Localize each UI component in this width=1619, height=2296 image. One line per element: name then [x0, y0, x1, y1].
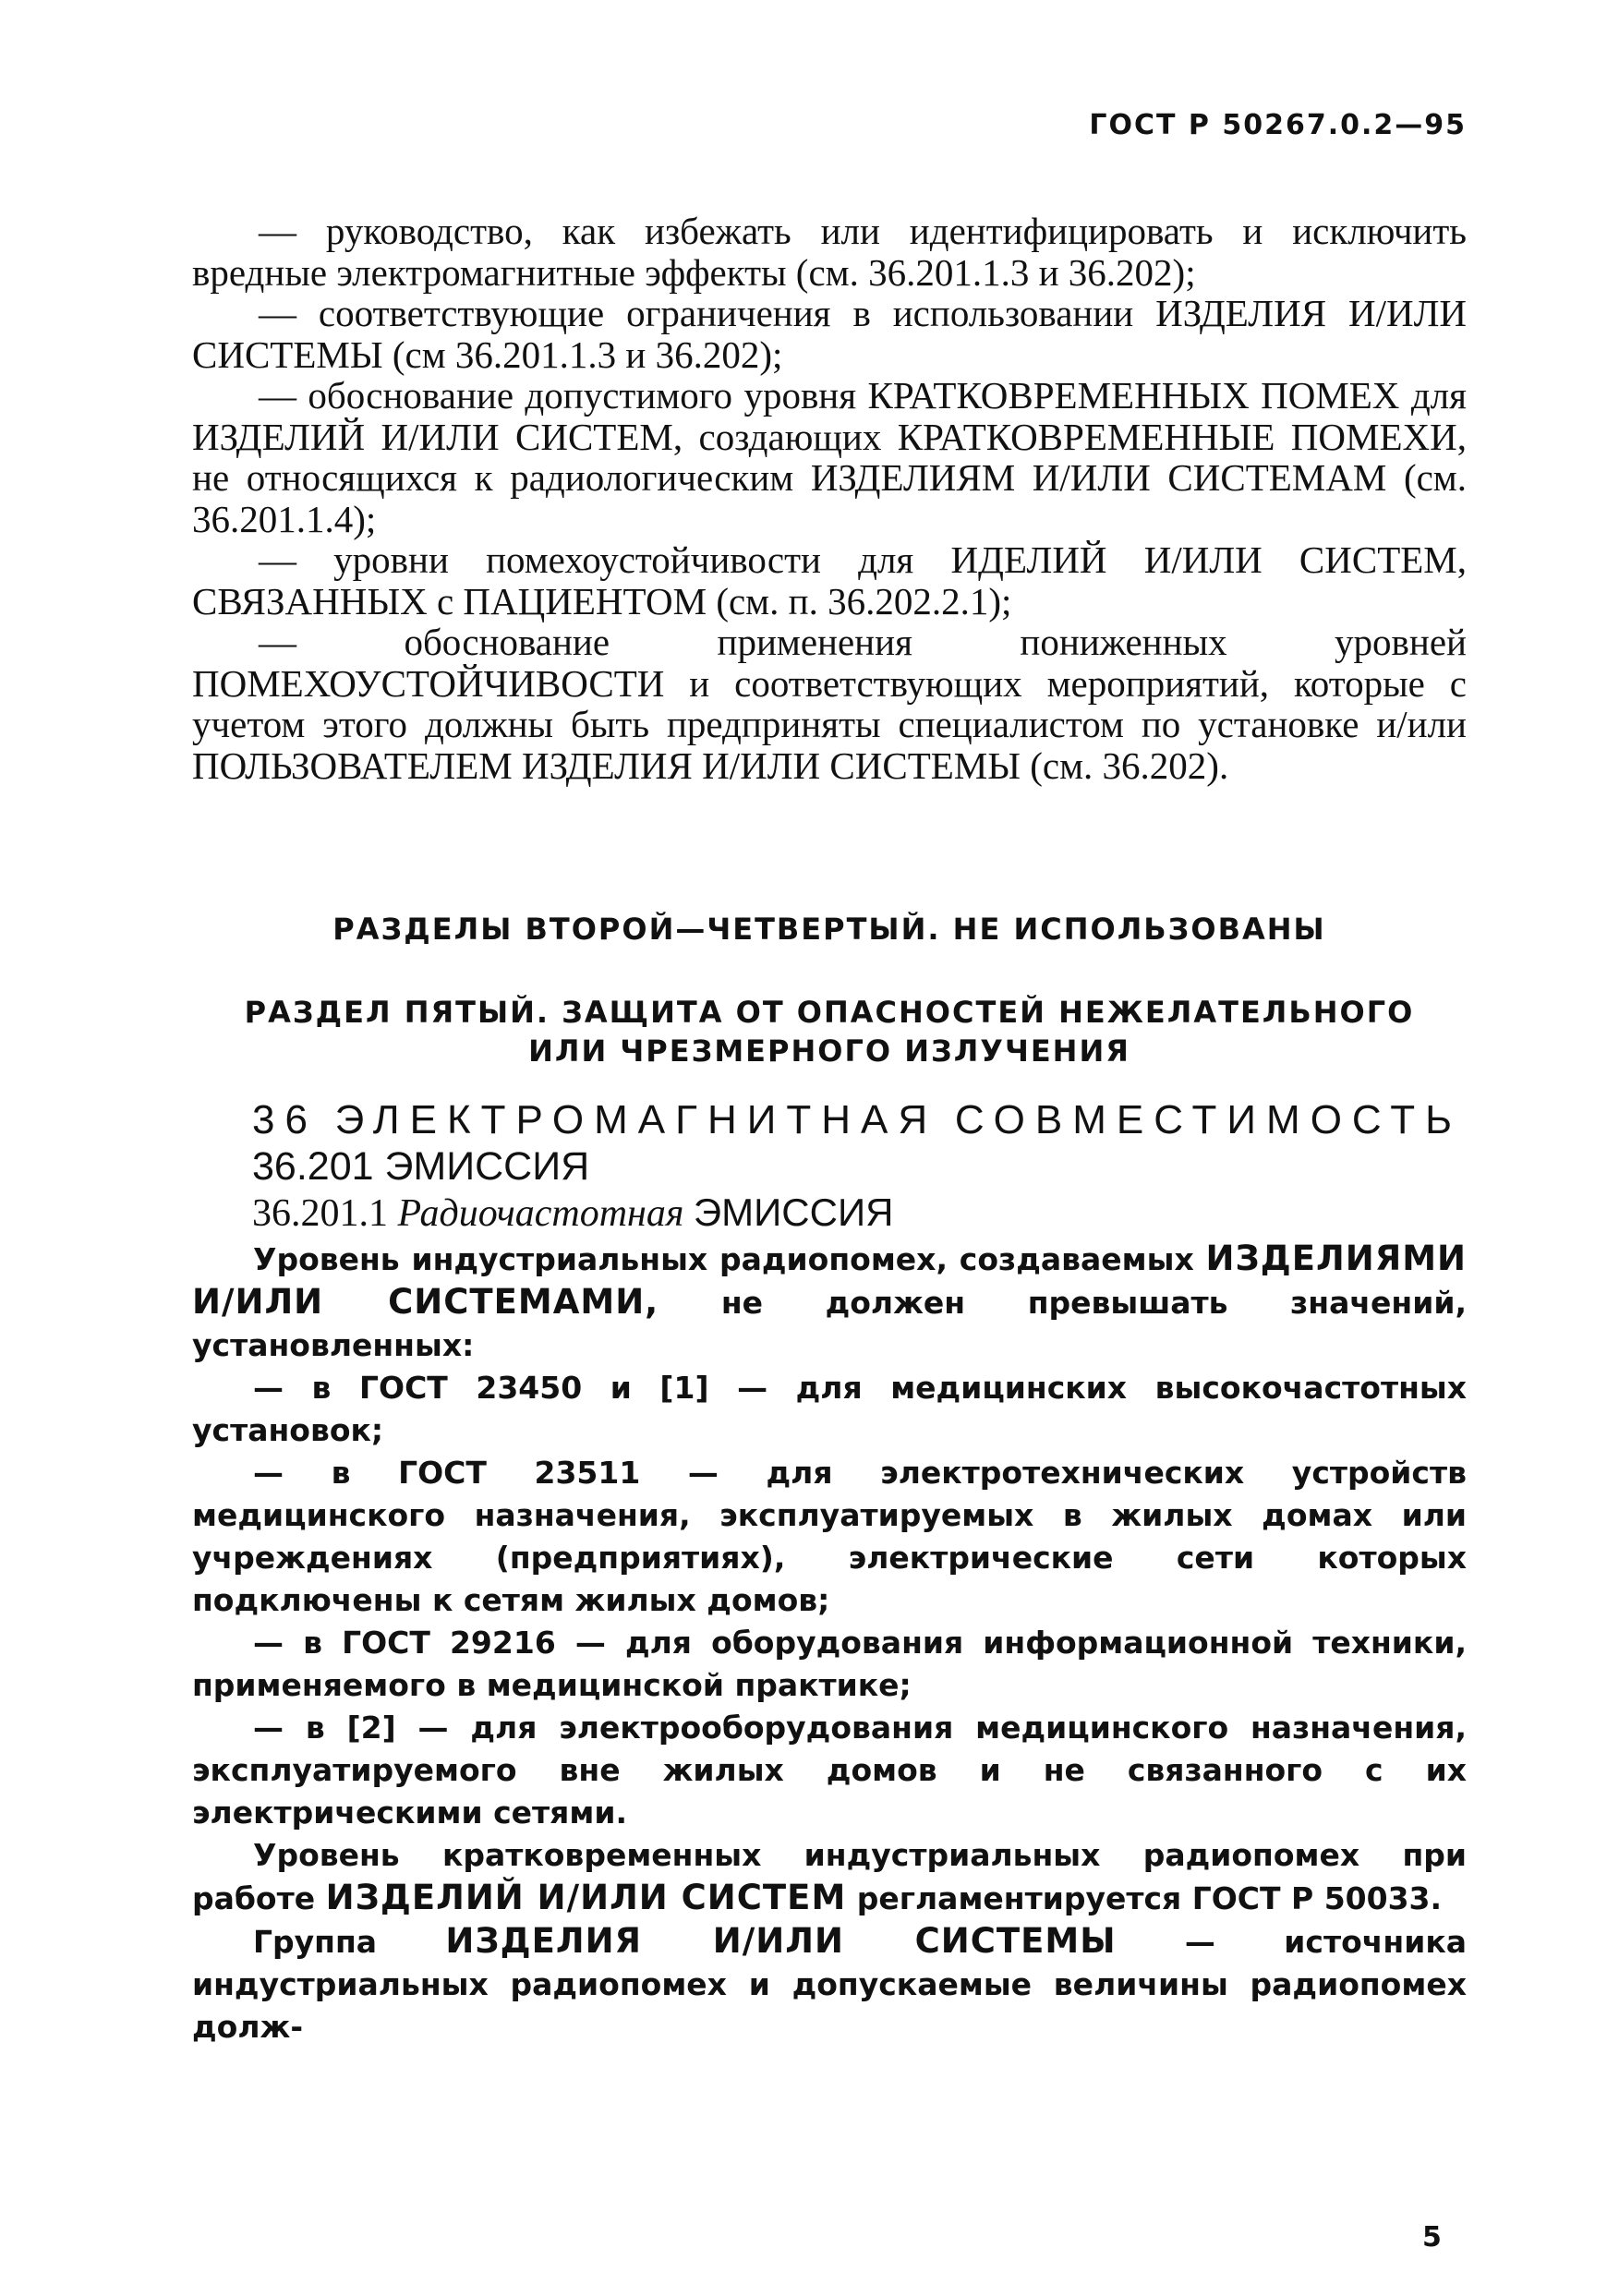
- list-item: — в [2] — для электрооборудования медицинского назначения, эксплуатируемого вне жилых домов и не связанного с их электрическими сетями.: [192, 1710, 1467, 1831]
- caps-span: ИЗДЕЛИЯ И/ИЛИ СИСТЕМЫ: [445, 1921, 1117, 1961]
- list-item: — в ГОСТ 23450 и [1] — для медицинских высокочастотных установок;: [192, 1370, 1467, 1448]
- text-span: Группа: [253, 1924, 446, 1960]
- list-item: — уровни помехоустойчивости для ИДЕЛИЙ И/ИЛИ СИСТЕМ, СВЯЗАННЫХ с ПАЦИЕНТОМ (см. п. 36.202.2.1);: [192, 538, 1467, 622]
- list-item: — обоснование допустимого уровня КРАТКОВРЕМЕННЫХ ПОМЕХ для ИЗДЕЛИЙ И/ИЛИ СИСТЕМ, создающих КРАТКОВРЕМЕННЫЕ ПОМЕХИ, не относящихся к радиологическим ИЗДЕЛИЯМ И/ИЛИ СИСТЕМАМ (см. 36.201.1.4);: [192, 374, 1467, 540]
- caps-span: ИЗДЕЛИЙ И/ИЛИ СИСТЕМ: [325, 1878, 847, 1917]
- list-item: — обоснование применения пониженных уровней ПОМЕХОУСТОЙЧИВОСТИ и соответствующих мероприятий, которые с учетом этого должны быть предприняты специалистом по установке и/или ПОЛЬЗОВАТЕЛЕМ ИЗДЕЛИЯ И/ИЛИ СИСТЕМЫ (см. 36.202).: [192, 621, 1467, 787]
- paragraph: [192, 1920, 1467, 2048]
- doc-header-code: ГОСТ Р 50267.0.2—95: [1089, 109, 1467, 141]
- list-item: — руководство, как избежать или идентифицировать и исключить вредные электромагнитные эффекты (см. 36.201.1.3 и 36.202);: [192, 210, 1467, 294]
- clause-number: 36: [252, 1097, 318, 1142]
- paragraph: [192, 1834, 1467, 1920]
- section-title-line: ИЛИ ЧРЕЗМЕРНОГО ИЗЛУЧЕНИЯ: [528, 1033, 1130, 1069]
- section-title-line: РАЗДЕЛ ПЯТЫЙ. ЗАЩИТА ОТ ОПАСНОСТЕЙ НЕЖЕЛАТЕЛЬНОГО: [244, 995, 1415, 1030]
- list-item: — в ГОСТ 29216 — для оборудования информационной техники, применяемого в медицинской практике;: [192, 1625, 1467, 1703]
- clause-word: ЭЛЕКТРОМАГНИТНАЯ: [334, 1097, 938, 1142]
- text-span: — источника индустриальных радиопомех и допускаемые величины радиопомех долж-: [192, 1924, 1467, 2045]
- section-title-unused: РАЗДЕЛЫ ВТОРОЙ—ЧЕТВЕРТЫЙ. НЕ ИСПОЛЬЗОВАНЫ: [332, 912, 1326, 947]
- clause-italic-word: Радиочастотная: [397, 1192, 684, 1235]
- intro-paragraph: [192, 1238, 1467, 1367]
- list-item: — соответствующие ограничения в использовании ИЗДЕЛИЯ И/ИЛИ СИСТЕМЫ (см 36.201.1.3 и 36.202);: [192, 292, 1467, 376]
- caps-span: ИЗДЕЛИЯМИ И/ИЛИ СИСТЕМАМИ,: [192, 1239, 1467, 1322]
- clause-36-heading: [252, 1097, 1462, 1143]
- clause-36-201-heading: 36.201 ЭМИССИЯ: [252, 1144, 590, 1189]
- emission-requirements: [192, 1238, 1467, 2048]
- text-span: не должен превышать значений, установленных:: [192, 1285, 1467, 1363]
- clause-caps-word: ЭМИССИЯ: [693, 1190, 894, 1234]
- clause-number: 36.201.1: [252, 1192, 388, 1235]
- text-span: Уровень кратковременных индустриальных радиопомех при работе: [192, 1837, 1467, 1916]
- requirements-list: [192, 211, 1467, 786]
- clause-36-201-1-heading: [252, 1190, 893, 1237]
- clause-word: СОВМЕСТИМОСТЬ: [954, 1097, 1462, 1142]
- section-title-five: [192, 993, 1467, 1070]
- list-item: — в ГОСТ 23511 — для электротехнических устройств медицинского назначения, эксплуатируемых в жилых домах или учреждениях (предприятиях), электрические сети которых подключены к сетям жилых домов;: [192, 1455, 1467, 1618]
- text-span: Уровень индустриальных радиопомех, создаваемых: [253, 1241, 1206, 1277]
- text-span: регламентируется ГОСТ Р 50033.: [846, 1880, 1443, 1916]
- page-number: 5: [1422, 2221, 1442, 2254]
